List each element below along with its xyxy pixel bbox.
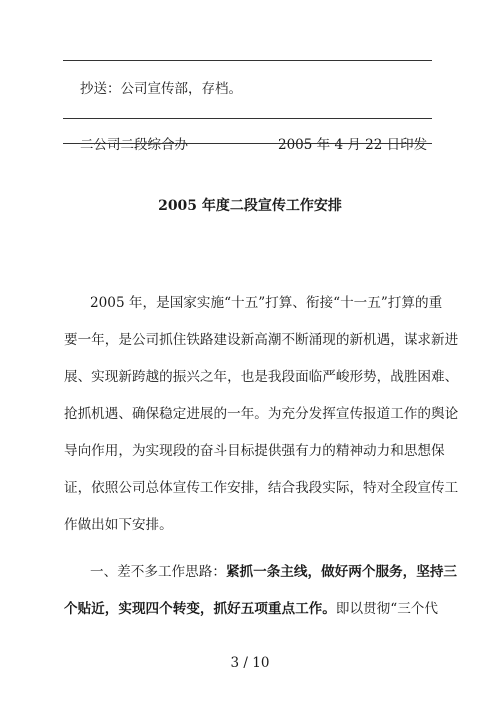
page-number: 3 / 10 — [230, 655, 270, 671]
issuer: 二公司二段综合办 — [80, 137, 188, 153]
paragraph-line: 证，依照公司总体宣传工作安排，结合我段实际，特对全段宣传工 — [64, 480, 459, 496]
paragraph-line: 展、实现新跨越的振兴之年，也是我段面临严峻形势，战胜困难、 — [64, 369, 459, 385]
paragraph-line: 作做出如下安排。 — [64, 517, 173, 533]
paragraph-line: 2005 年，是国家实施“十五”打算、衔接“十一五”打算的重 — [90, 295, 443, 311]
paragraph-line: 导向作用，为实现段的奋斗目标提供强有力的精神动力和思想保 — [64, 443, 445, 459]
section-1-line-2 — [64, 600, 436, 618]
section-text: 即以贯彻“三个代 — [335, 601, 438, 617]
document-title: 2005 年度二段宣传工作安排 — [158, 198, 342, 214]
section-1-line-1 — [90, 563, 458, 581]
section-heading: 一、差不多工作思路： — [90, 564, 226, 580]
section-emphasis: 个贴近，实现四个转变，抓好五项重点工作。 — [64, 601, 336, 617]
section-emphasis: 紧抓一条主线，做好两个服务，坚持三 — [225, 564, 458, 580]
middle-divider — [63, 118, 432, 119]
top-divider — [63, 60, 432, 61]
paragraph-line: 抢抓机遇、确保稳定进展的一年。为充分发挥宣传报道工作的舆论 — [64, 406, 459, 422]
paragraph-line: 要一年，是公司抓住铁路建设新高潮不断涌现的新机遇，谋求新进 — [64, 332, 459, 348]
cc-line: 抄送：公司宣传部，存档。 — [80, 81, 242, 97]
issue-date: 2005 年 4 月 22 日印发 — [278, 137, 428, 153]
bottom-divider — [63, 143, 432, 144]
